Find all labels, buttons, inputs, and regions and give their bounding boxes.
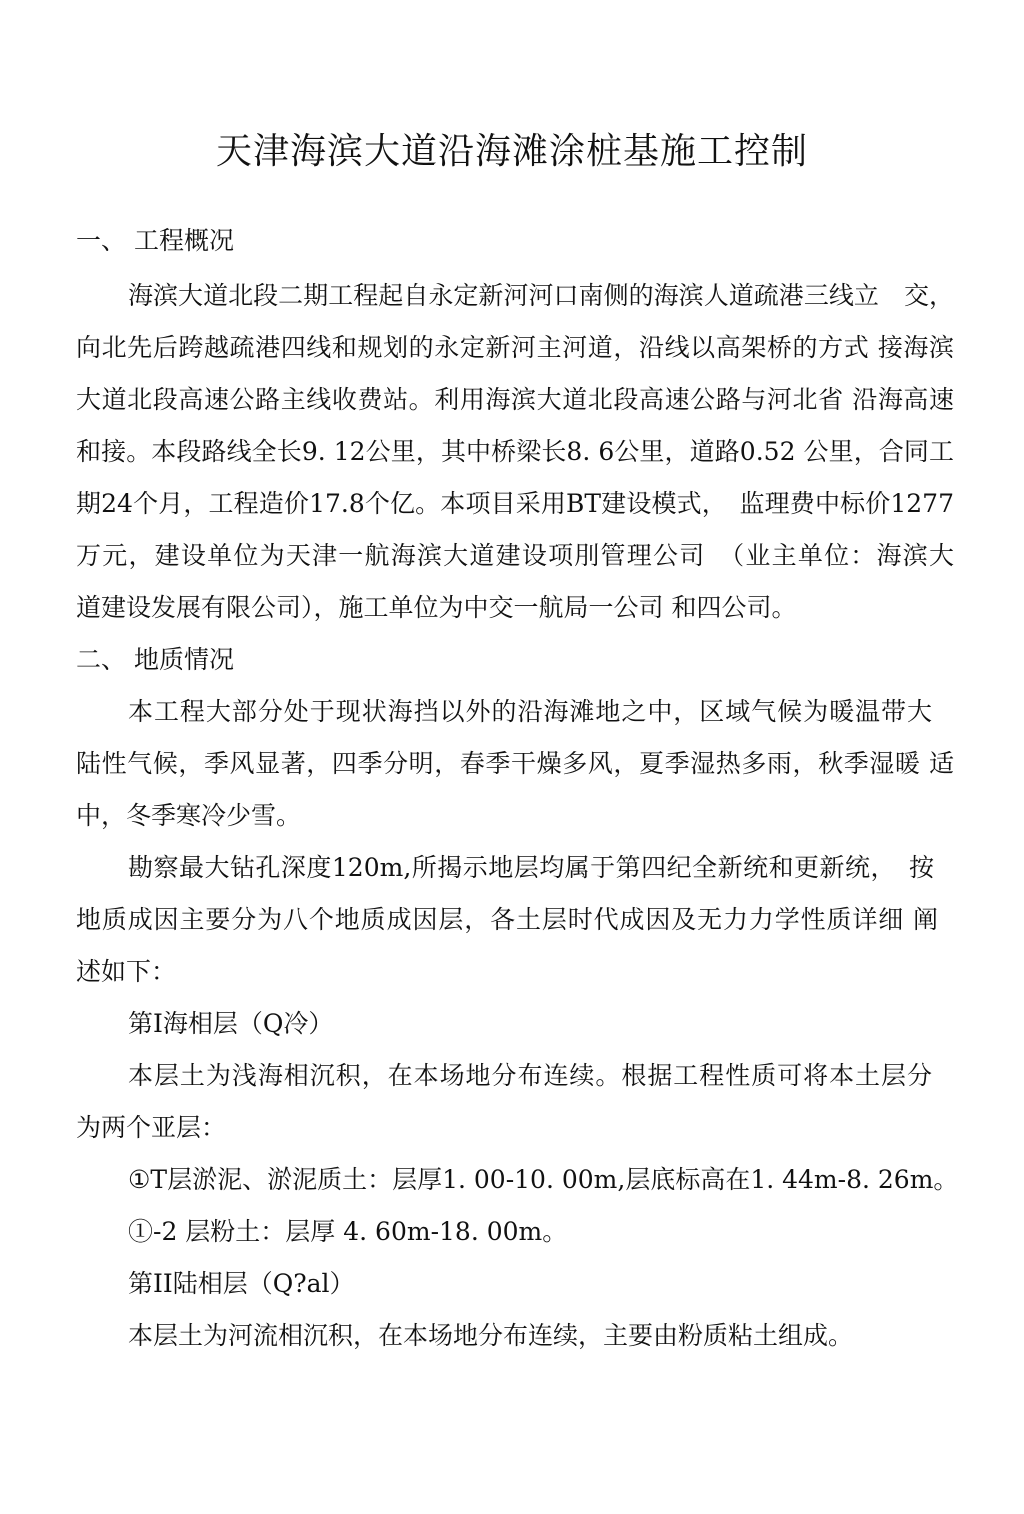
- paragraph-line: 道建设发展有限公司），施工单位为中交一航局一公司 和四公司。: [76, 593, 797, 622]
- paragraph-line: 陆性气候，季风显著，四季分明，春季干燥多风，夏季湿热多雨，秋季湿暖 适: [76, 749, 954, 778]
- paragraph-line: 大道北段高速公路主线收费站。利用海滨大道北段高速公路与河北省 沿海高速: [76, 385, 954, 414]
- paragraph-line: 本层土为浅海相沉积，在本场地分布连续。根据工程性质可将本土层分: [128, 1061, 932, 1090]
- paragraph-line: 述如下：: [76, 957, 177, 986]
- page-title: 天津海滨大道沿海滩涂桩基施工控制: [215, 131, 808, 172]
- sublayer-item: ①-2 层粉土：层厚 4. 60m-18. 00m。: [128, 1217, 568, 1246]
- paragraph-line: 中，冬季寒冷少雪。: [76, 801, 302, 830]
- paragraph-line: 期24个月，工程造价17.8个亿。本项目采用BT建设模式， 监理费中标价1277: [76, 489, 954, 518]
- layer-title-marine: 第I海相层（Q冷）: [128, 1009, 334, 1038]
- paragraph-line: 向北先后跨越疏港四线和规划的永定新河主河道，沿线以高架桥的方式 接海滨: [76, 333, 954, 362]
- paragraph-line: 地质成因主要分为八个地质成因层，各土层时代成因及无力力学性质详细 阐: [76, 905, 938, 934]
- sublayer-item: ①T层淤泥、淤泥质土：层厚1. 00-10. 00m,层底标高在1. 44m-8. 26m。: [128, 1165, 959, 1194]
- layer-title-continental: 第II陆相层（Q?al）: [128, 1269, 355, 1298]
- paragraph-line: 和接。本段路线全长9. 12公里，其中桥梁长8. 6公里，道路0.52 公里，合同工: [76, 437, 954, 466]
- paragraph-line: 为两个亚层：: [76, 1113, 227, 1142]
- section-heading-geology: 二、 地质情况: [76, 645, 234, 674]
- paragraph-line: 本工程大部分处于现状海挡以外的沿海滩地之中，区域气候为暖温带大: [128, 697, 932, 726]
- paragraph-line: 本层土为河流相沉积，在本场地分布连续，主要由粉质粘土组成。: [128, 1321, 854, 1350]
- paragraph-line: 海滨大道北段二期工程起自永定新河河口南侧的海滨人道疏港三线立 交，: [128, 281, 954, 310]
- paragraph-line: 勘察最大钻孔深度120m,所揭示地层均属于第四纪全新统和更新统， 按: [128, 853, 934, 882]
- paragraph-line: 万元，建设单位为天津一航海滨大道建设项刖管理公司 （业主单位：海滨大: [76, 541, 954, 570]
- section-heading-overview: 一、 工程概况: [76, 226, 234, 255]
